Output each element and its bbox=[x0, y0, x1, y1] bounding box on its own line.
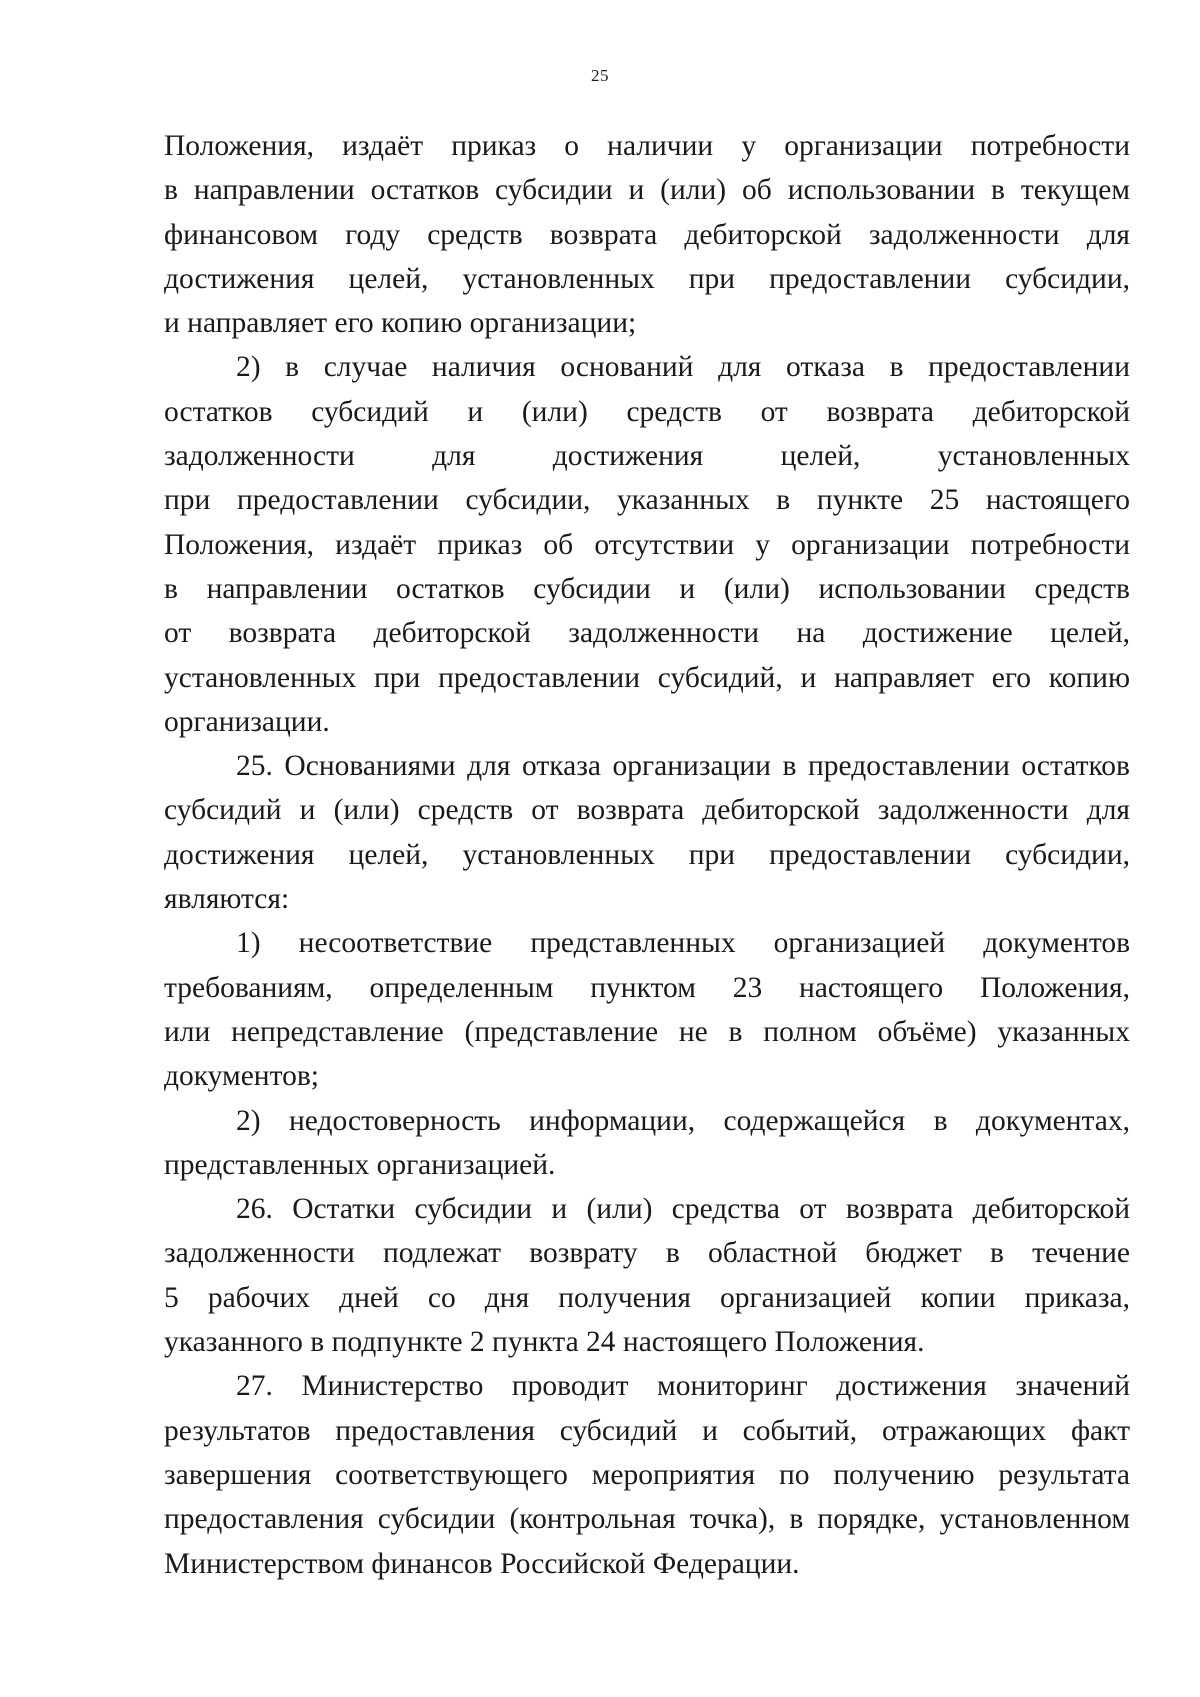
text-line: 25. Основаниями для отказа организации в предоставлении остатков bbox=[236, 750, 1130, 783]
text-line: Положения, издаёт приказ об отсутствии у организации потребности bbox=[164, 528, 1130, 561]
paragraph-clause-27 bbox=[164, 1364, 1130, 1585]
text-line: являются: bbox=[164, 883, 290, 916]
text-line: финансовом году средств возврата дебиторской задолженности для bbox=[164, 218, 1130, 251]
paragraph-clause-25-item-2 bbox=[164, 1099, 1130, 1188]
text-line: установленных при предоставлении субсидий, и направляет его копию bbox=[164, 661, 1130, 694]
text-line: задолженности подлежат возврату в областной бюджет в течение bbox=[164, 1237, 1130, 1270]
text-line: достижения целей, установленных при предоставлении субсидии, bbox=[164, 262, 1130, 295]
text-line: остатков субсидий и (или) средств от возврата дебиторской bbox=[164, 395, 1130, 428]
paragraph-clause-25 bbox=[164, 744, 1130, 921]
text-line: требованиям, определенным пунктом 23 настоящего Положения, bbox=[164, 971, 1130, 1004]
text-line: от возврата дебиторской задолженности на достижение целей, bbox=[164, 617, 1130, 650]
text-line: 1) несоответствие представленных организацией документов bbox=[236, 927, 1130, 960]
text-line: 26. Остатки субсидии и (или) средства от возврата дебиторской bbox=[236, 1193, 1130, 1226]
text-line: 5 рабочих дней со дня получения организацией копии приказа, bbox=[164, 1281, 1130, 1314]
text-line: 2) в случае наличия оснований для отказа в предоставлении bbox=[236, 351, 1130, 384]
text-line: в направлении остатков субсидии и (или) использовании средств bbox=[164, 572, 1130, 605]
paragraph-clause-26 bbox=[164, 1187, 1130, 1364]
text-line: задолженности для достижения целей, установленных bbox=[164, 440, 1130, 473]
paragraph-continuation bbox=[164, 124, 1130, 345]
text-line: завершения соответствующего мероприятия по получению результата bbox=[164, 1458, 1130, 1491]
text-line: 27. Министерство проводит мониторинг достижения значений bbox=[236, 1370, 1130, 1403]
text-line: и направляет его копию организации; bbox=[164, 307, 637, 340]
text-line: или непредставление (представление не в полном объёме) указанных bbox=[164, 1015, 1130, 1048]
text-line: достижения целей, установленных при предоставлении субсидии, bbox=[164, 838, 1130, 871]
text-line: результатов предоставления субсидий и событий, отражающих факт bbox=[164, 1414, 1130, 1447]
paragraph-subitem-2 bbox=[164, 345, 1130, 744]
text-line: в направлении остатков субсидии и (или) об использовании в текущем bbox=[164, 174, 1130, 207]
text-line: документов; bbox=[164, 1060, 319, 1093]
text-line: указанного в подпункте 2 пункта 24 настоящего Положения. bbox=[164, 1326, 925, 1359]
text-line: Министерством финансов Российской Федерации. bbox=[164, 1547, 800, 1580]
document-body bbox=[164, 124, 1130, 1586]
page-number: 25 bbox=[591, 66, 609, 85]
text-line: представленных организацией. bbox=[164, 1148, 556, 1181]
text-line: организации. bbox=[164, 705, 330, 738]
paragraph-clause-25-item-1 bbox=[164, 921, 1130, 1098]
text-line: предоставления субсидии (контрольная точка), в порядке, установленном bbox=[164, 1503, 1130, 1536]
text-line: Положения, издаёт приказ о наличии у организации потребности bbox=[164, 130, 1130, 162]
text-line: 2) недостоверность информации, содержащейся в документах, bbox=[236, 1104, 1130, 1137]
text-line: субсидий и (или) средств от возврата дебиторской задолженности для bbox=[164, 794, 1130, 827]
text-line: при предоставлении субсидии, указанных в пункте 25 настоящего bbox=[164, 484, 1130, 517]
